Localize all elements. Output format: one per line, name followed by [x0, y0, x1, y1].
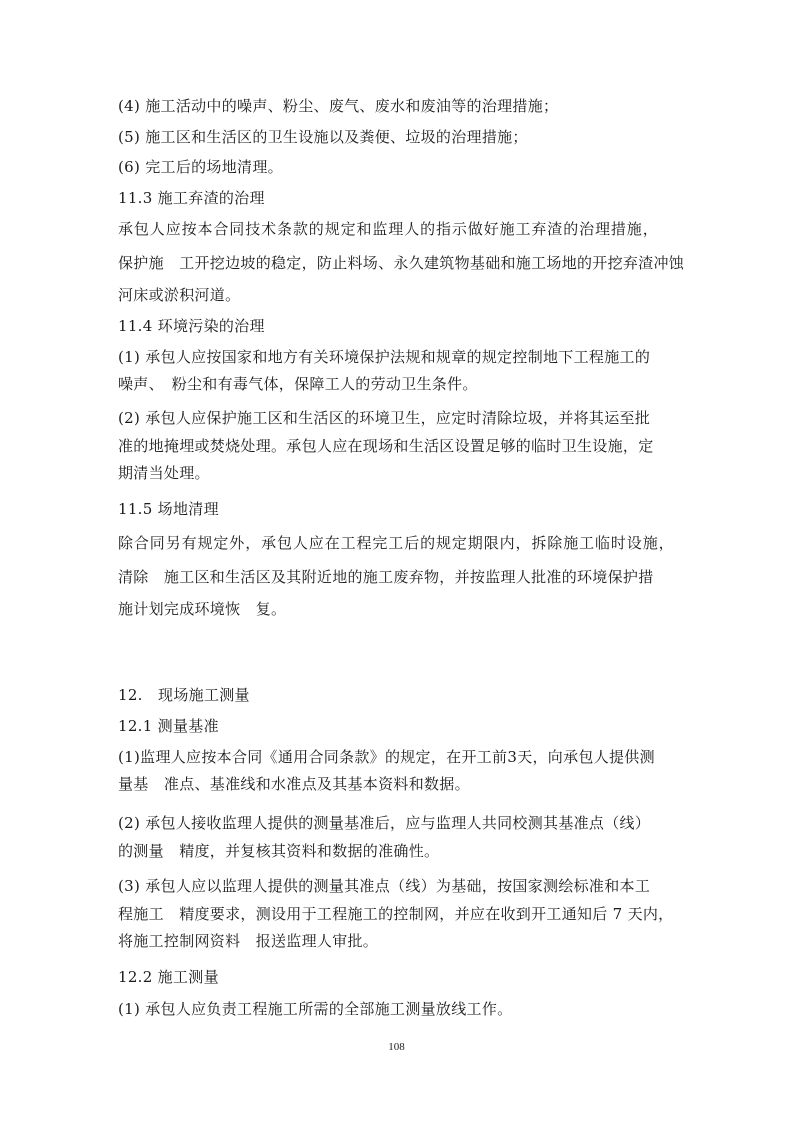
text-line: (1)监理人应按本合同《通用合同条款》的规定，在开工前3天，向承包人提供测	[118, 748, 655, 766]
text-line: 程施工 精度要求，测设用于工程施工的控制网，并应在收到开工通知后 7 天内，	[118, 905, 674, 923]
section-heading: 11.5 场地清理	[118, 500, 219, 518]
text-line: 清除 施工区和生活区及其附近地的施工废弃物，并按监理人批准的环境保护措	[118, 568, 654, 586]
text-line: 噪声、 粉尘和有毒气体，保障工人的劳动卫生条件。	[118, 375, 478, 393]
text-line: 保护施 工开挖边坡的稳定，防止料场、永久建筑物基础和施工场地的开挖弃渣冲蚀	[118, 254, 685, 272]
text-line: 承包人应按本合同技术条款的规定和监理人的指示做好施工弃渣的治理措施，	[118, 220, 659, 238]
text-line: 河床或淤积河道。	[118, 286, 241, 304]
text-line: 的测量 精度，并复核其资料和数据的准确性。	[118, 842, 440, 860]
text-line: 量基 准点、基准线和水准点及其基本资料和数据。	[118, 775, 470, 793]
text-line: 准的地掩埋或焚烧处理。承包人应在现场和生活区设置足够的临时卫生设施，定	[118, 437, 654, 455]
text-line: 期清当处理。	[118, 464, 210, 482]
section-heading: 11.4 环境污染的治理	[118, 317, 265, 335]
text-line: (4) 施工活动中的噪声、粉尘、废气、废水和废油等的治理措施；	[118, 97, 559, 115]
text-line: 将施工控制网资料 报送监理人审批。	[118, 932, 379, 950]
section-heading: 12. 现场施工测量	[118, 686, 250, 704]
text-line: 除合同另有规定外，承包人应在工程完工后的规定期限内，拆除施工临时设施，	[118, 534, 675, 552]
section-heading: 12.1 测量基准	[118, 717, 219, 735]
section-heading: 12.2 施工测量	[118, 968, 219, 986]
page-number: 108	[388, 1041, 405, 1053]
text-line: (3) 承包人应以监理人提供的测量其准点（线）为基础，按国家测绘标准和本工	[118, 877, 651, 895]
text-line: (2) 承包人应保护施工区和生活区的环境卫生，应定时清除垃圾，并将其运至批	[118, 409, 651, 427]
section-heading: 11.3 施工弃渣的治理	[118, 189, 265, 207]
text-line: (6) 完工后的场地清理。	[118, 158, 283, 176]
text-line: (2) 承包人接收监理人提供的测量基准后，应与监理人共同校测其基准点（线）	[118, 814, 651, 832]
text-line: (1) 承包人应按国家和地方有关环境保护法规和规章的规定控制地下工程施工的	[118, 348, 651, 366]
text-line: (1) 承包人应负责工程施工所需的全部施工测量放线工作。	[118, 1000, 513, 1018]
text-line: 施计划完成环境恢 复。	[118, 600, 287, 618]
text-line: (5) 施工区和生活区的卫生设施以及粪便、垃圾的治理措施；	[118, 128, 528, 146]
